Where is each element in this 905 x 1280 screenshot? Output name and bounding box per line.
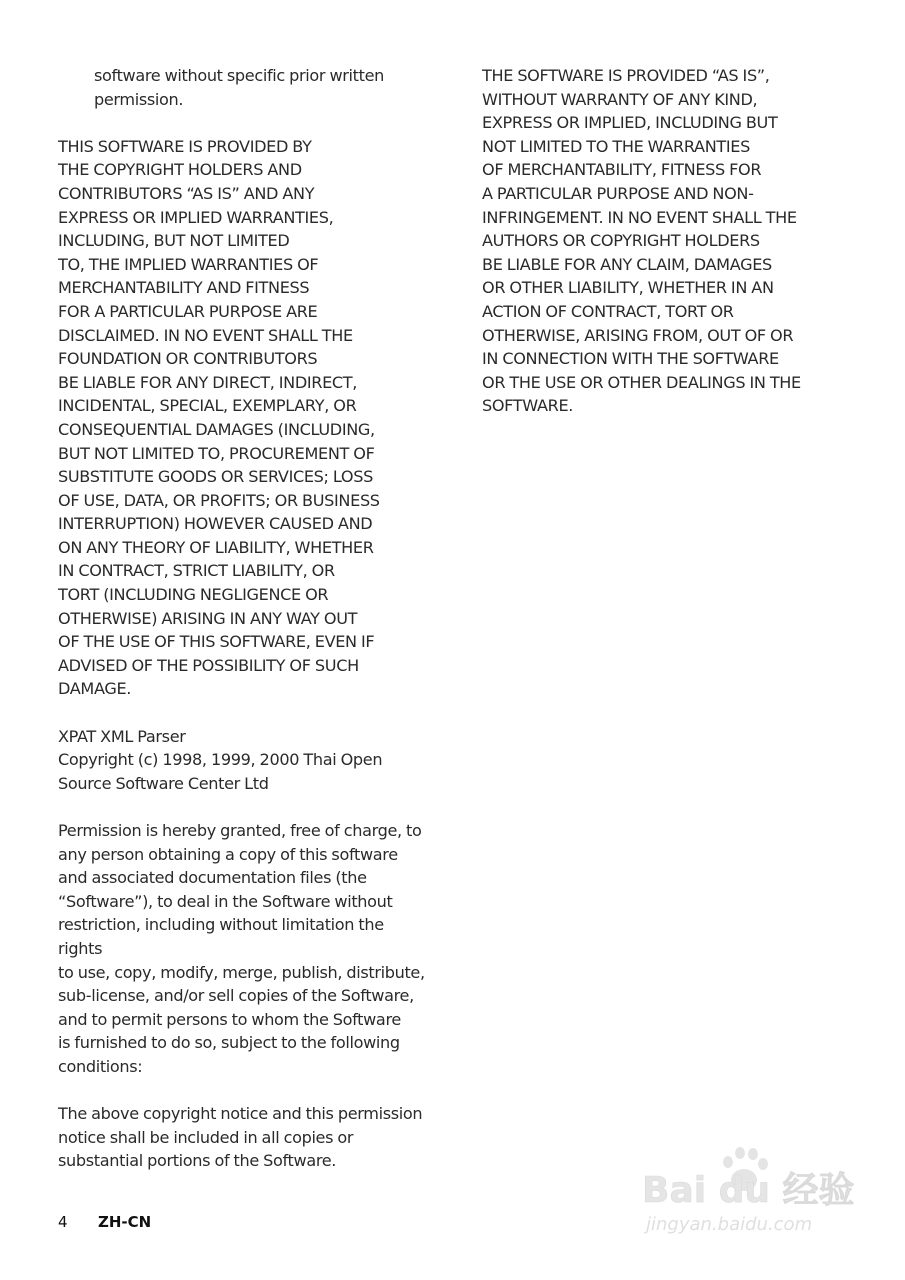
warranty-paragraph: THE SOFTWARE IS PROVIDED “AS IS”, WITHOUT WARRANTY OF ANY KIND, EXPRESS OR IMPLIED, INCLUDING BUT NOT LIMITED TO THE WARRANTIES OF MERCHANTABILITY, FITNESS FOR A PARTICULAR PURPOSE AND NON- INFRINGEMENT. IN NO EVENT SHALL THE AUTHORS OR COPYRIGHT HOLDERS BE LIABLE FOR ANY CLAIM, DAMAGES OR OTHER LIABILITY, WHETHER IN AN ACTION OF CONTRACT, TORT OR OTHERWISE, ARISING FROM, OUT OF OR IN CONNECTION WITH THE SOFTWARE OR THE USE OR OTHER DEALINGS IN THE SOFTWARE. [482, 66, 801, 416]
section-title: XPAT XML Parser [58, 726, 186, 746]
permission-paragraph: Permission is hereby granted, free of charge, to any person obtaining a copy of this software and associated documentation files (the “Software”), to deal in the Software without restriction, including without limitation the rights to use, copy, modify, merge, publish, distribute, sub-license, and/or sell copies of the Software, and to permit persons to whom the Software is furnished to do so, subject to the following conditions: [58, 821, 425, 1076]
watermark-brand: Bai du 经验 [642, 1170, 855, 1211]
notice-paragraph: The above copyright notice and this permission notice shall be included in all copies or substantial portions of the Software. [58, 1104, 423, 1171]
left-column [58, 64, 430, 1173]
language-code: ZH-CN [98, 1213, 152, 1231]
right-column [482, 64, 844, 418]
copyright-line: Copyright (c) 1998, 1999, 2000 Thai Open Source Software Center Ltd [58, 750, 383, 793]
watermark-url: jingyan.baidu.com [646, 1214, 813, 1235]
page-number: 4 [58, 1213, 68, 1231]
disclaimer-paragraph: THIS SOFTWARE IS PROVIDED BY THE COPYRIGHT HOLDERS AND CONTRIBUTORS “AS IS” AND ANY EXPRESS OR IMPLIED WARRANTIES, INCLUDING, BUT NOT LIMITED TO, THE IMPLIED WARRANTIES OF MERCHANTABILITY AND FITNESS FOR A PARTICULAR PURPOSE ARE DISCLAIMED. IN NO EVENT SHALL THE FOUNDATION OR CONTRIBUTORS BE LIABLE FOR ANY DIRECT, INDIRECT, INCIDENTAL, SPECIAL, EXEMPLARY, OR CONSEQUENTIAL DAMAGES (INCLUDING, BUT NOT LIMITED TO, PROCUREMENT OF SUBSTITUTE GOODS OR SERVICES; LOSS OF USE, DATA, OR PROFITS; OR BUSINESS INTERRUPTION) HOWEVER CAUSED AND ON ANY THEORY OF LIABILITY, WHETHER IN CONTRACT, STRICT LIABILITY, OR TORT (INCLUDING NEGLIGENCE OR OTHERWISE) ARISING IN ANY WAY OUT OF THE USE OF THIS SOFTWARE, EVEN IF ADVISED OF THE POSSIBILITY OF SUCH DAMAGE. [58, 136, 380, 699]
prior-permission-paragraph: software without specific prior written permission. [94, 66, 384, 109]
baidu-jingyan-watermark [636, 1140, 866, 1240]
